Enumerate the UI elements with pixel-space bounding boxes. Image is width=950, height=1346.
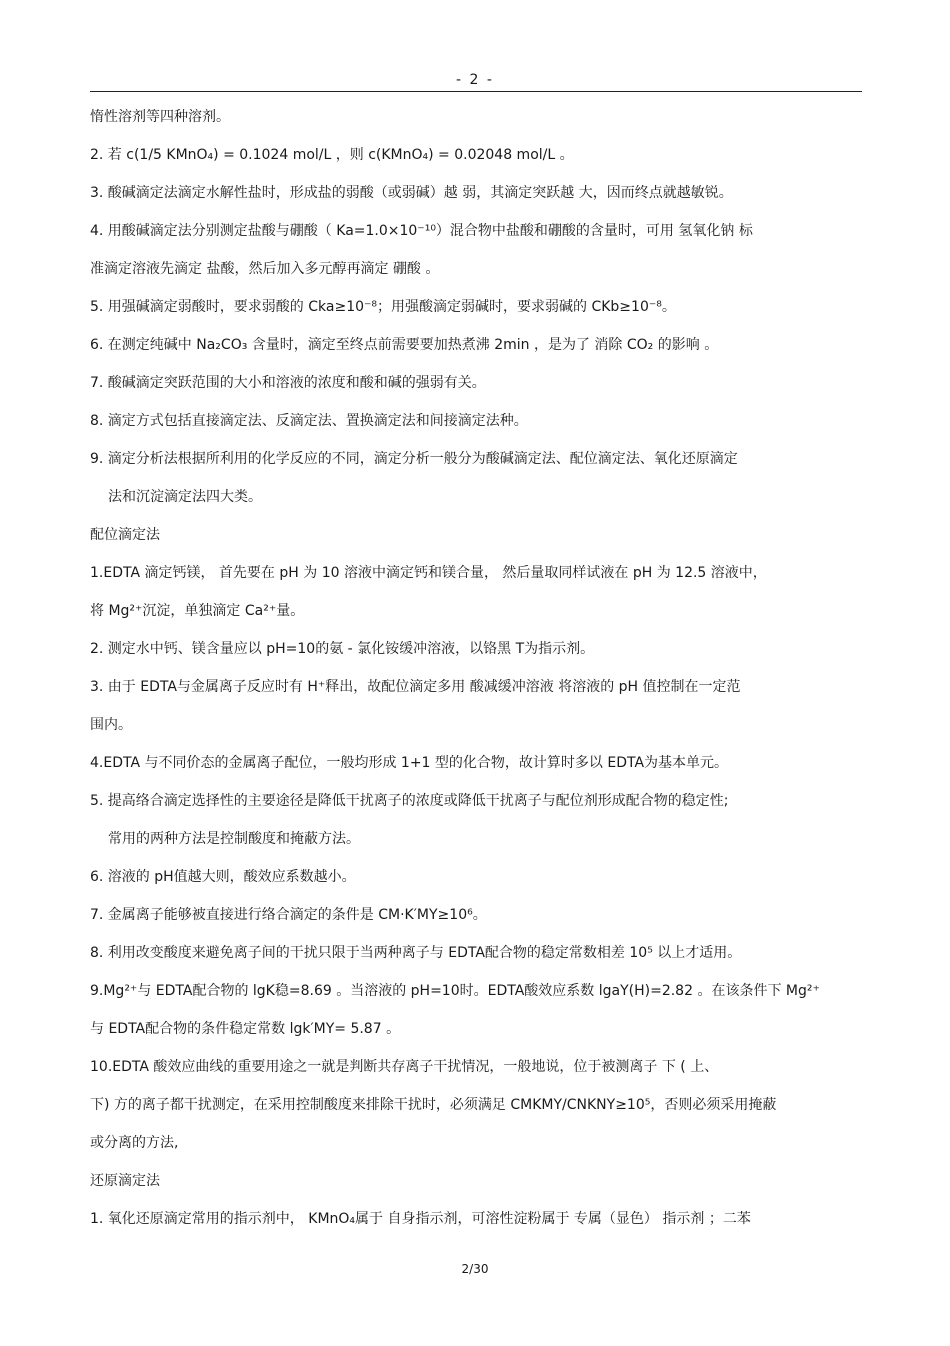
question-line: 4.EDTA 与不同价态的金属离子配位，一般均形成 1+1 型的化合物，故计算时多以 EDTA为基本单元。 <box>90 755 729 771</box>
question-line: 1. 氧化还原滴定常用的指示剂中， KMnO₄属于 自身指示剂，可溶性淀粉属于 专属（显色） 指示剂 ；二苯 <box>90 1211 751 1227</box>
question-line: 准滴定溶液先滴定 盐酸，然后加入多元醇再滴定 硼酸 。 <box>90 261 440 277</box>
document-body <box>90 98 862 1238</box>
question-line: 下) 方的离子都干扰测定，在采用控制酸度来排除干扰时，必须满足 CMKMY/CNKNY≥10⁵，否则必须采用掩蔽 <box>90 1097 777 1113</box>
question-line: 1.EDTA 滴定钙镁， 首先要在 pH 为 10 溶液中滴定钙和镁合量， 然后量取同样试液在 pH 为 12.5 溶液中， <box>90 565 767 581</box>
question-line: 9. 滴定分析法根据所利用的化学反应的不同，滴定分析一般分为酸碱滴定法、配位滴定法、氧化还原滴定 <box>90 451 738 467</box>
section-heading: 配位滴定法 <box>90 527 160 543</box>
text-line: 惰性溶剂等四种溶剂。 <box>90 109 230 125</box>
question-line: 5. 提高络合滴定选择性的主要途径是降低干扰离子的浓度或降低干扰离子与配位剂形成配合物的稳定性; <box>90 793 729 809</box>
question-line: 10.EDTA 酸效应曲线的重要用途之一就是判断共存离子干扰情况，一般地说，位于被测离子 下 ( 上、 <box>90 1059 719 1075</box>
question-line: 常用的两种方法是控制酸度和掩蔽方法。 <box>108 831 360 847</box>
question-line: 2. 测定水中钙、镁含量应以 pH=10的氨 - 氯化铵缓冲溶液，以铬黑 T为指示剂。 <box>90 641 595 657</box>
question-line: 6. 在测定纯碱中 Na₂CO₃ 含量时，滴定至终点前需要要加热煮沸 2min ，是为了 消除 CO₂ 的影响 。 <box>90 337 719 353</box>
page-number: - 2 - <box>456 72 494 88</box>
question-line: 3. 酸碱滴定法滴定水解性盐时，形成盐的弱酸（或弱碱）越 弱，其滴定突跃越 大，因而终点就越敏锐。 <box>90 185 733 201</box>
question-line: 6. 溶液的 pH值越大则，酸效应系数越小。 <box>90 869 356 885</box>
question-line: 或分离的方法, <box>90 1135 179 1151</box>
question-line: 7. 金属离子能够被直接进行络合滴定的条件是 CM·K′MY≥10⁶。 <box>90 907 487 923</box>
question-line: 9.Mg²⁺与 EDTA配合物的 lgK稳=8.69 。当溶液的 pH=10时。EDTA酸效应系数 lgaY(H)=2.82 。在该条件下 Mg²⁺ <box>90 983 820 999</box>
question-line: 将 Mg²⁺沉淀，单独滴定 Ca²⁺量。 <box>90 603 305 619</box>
question-line: 8. 滴定方式包括直接滴定法、反滴定法、置换滴定法和间接滴定法种。 <box>90 413 528 429</box>
question-line: 3. 由于 EDTA与金属离子反应时有 H⁺释出，故配位滴定多用 酸减缓冲溶液 将溶液的 pH 值控制在一定范 <box>90 679 741 695</box>
question-line: 与 EDTA配合物的条件稳定常数 lgk′MY= 5.87 。 <box>90 1021 401 1037</box>
question-line: 法和沉淀滴定法四大类。 <box>108 489 262 505</box>
section-heading: 还原滴定法 <box>90 1173 160 1189</box>
question-line: 7. 酸碱滴定突跃范围的大小和溶液的浓度和酸和碱的强弱有关。 <box>90 375 486 391</box>
question-line: 4. 用酸碱滴定法分别测定盐酸与硼酸（ Ka=1.0×10⁻¹⁰）混合物中盐酸和硼酸的含量时，可用 氢氧化钠 标 <box>90 223 753 239</box>
question-line: 2. 若 c(1/5 KMnO₄) = 0.1024 mol/L ，则 c(KMnO₄) = 0.02048 mol/L 。 <box>90 147 574 163</box>
header-rule <box>90 91 862 92</box>
page-footer: 2/30 <box>461 1262 489 1276</box>
question-line: 5. 用强碱滴定弱酸时，要求弱酸的 Cka≥10⁻⁸；用强酸滴定弱碱时，要求弱碱的 CKb≥10⁻⁸。 <box>90 299 676 315</box>
question-line: 围内。 <box>90 717 132 733</box>
question-line: 8. 利用改变酸度来避免离子间的干扰只限于当两种离子与 EDTA配合物的稳定常数相差 10⁵ 以上才适用。 <box>90 945 742 961</box>
